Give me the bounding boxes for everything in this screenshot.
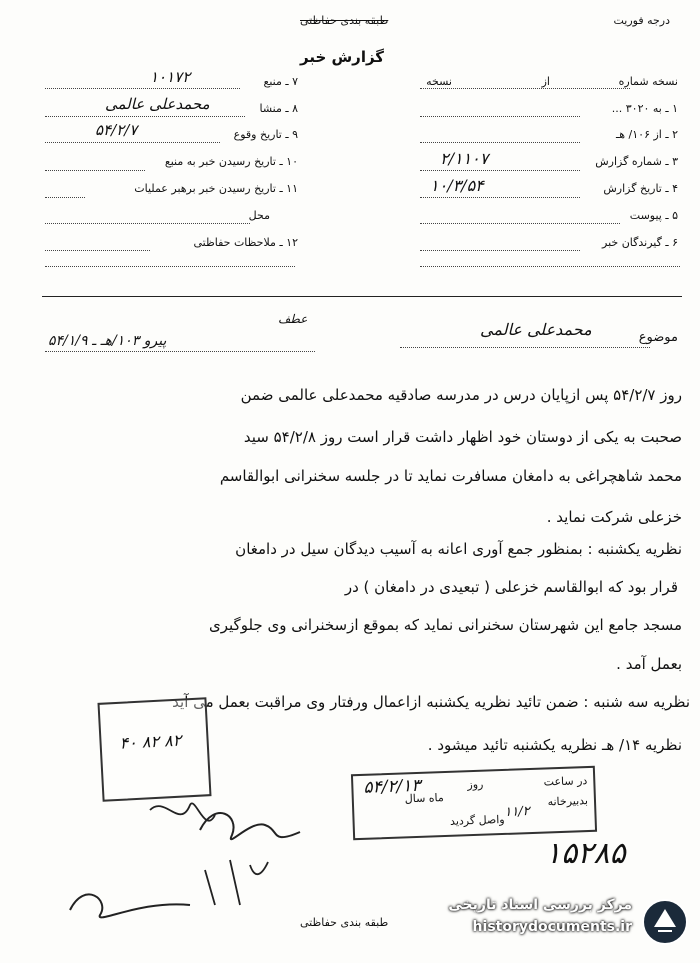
left-stamp-digits: ۴۰ ۸۲ ۸۲ xyxy=(119,730,182,753)
field-source: ۷ ـ منبع xyxy=(263,75,298,88)
classification-top: طبقه بندی حفاظتی xyxy=(300,14,389,27)
field-report-date: ۴ ـ تاریخ گزارش xyxy=(603,182,678,195)
watermark-logo-icon xyxy=(640,897,690,947)
report-title: گزارش خبر xyxy=(300,48,385,66)
body-line-6: قرار بود که ابوالقاسم خزعلی ( تبعیدی در دامغان ) در xyxy=(344,578,678,596)
body-line-10: نظریه ۱۴/ هـ نظریه یکشنبه تائید میشود . xyxy=(427,736,682,754)
subject-label: موضوع xyxy=(638,330,678,345)
copy-number-label: نسخه شماره xyxy=(618,75,678,88)
field-to: ۱ ـ به ۳۰۲۰ ... xyxy=(611,102,678,115)
body-line-8: بعمل آمد . xyxy=(616,655,682,673)
stamp-year: ماه سال xyxy=(404,791,445,806)
field-attachment: ۵ ـ پیوست xyxy=(629,209,678,222)
field-recipients: ۶ ـ گیرندگان خبر xyxy=(602,236,678,249)
watermark-url: historydocuments.ir xyxy=(472,919,632,935)
stamp-value: ۵۴/۲/۱۳ xyxy=(363,775,421,798)
field-place: محل xyxy=(248,209,270,222)
field-event-date: ۹ ـ تاریخ وقوع xyxy=(233,128,298,141)
event-date-value: ۵۴/۲/۷ xyxy=(95,121,138,139)
signature-1 xyxy=(200,813,300,839)
report-date-value: ۱۰/۳/۵۴ xyxy=(430,176,484,195)
body-line-4: خزعلی شرکت نماید . xyxy=(546,508,682,526)
stamp-secretariat: بدبیرخانه xyxy=(547,794,589,809)
body-line-1: روز ۵۴/۲/۷ پس ازپایان درس در مدرسه صادقیه محمدعلی عالمی ضمن xyxy=(240,386,682,404)
copy-from-label: از xyxy=(541,75,550,88)
field-from: ۲ ـ از ۱۰۶/ هـ xyxy=(616,128,678,141)
report-number-value: ۲/۱۱۰۷ xyxy=(440,149,489,168)
stamp-code: ۱۱/۲ xyxy=(504,804,530,820)
field-date-to-ops: ۱۱ ـ تاریخ رسیدن خبر برهبر عملیات xyxy=(134,182,298,195)
followup-value: پیرو ۱۰۳/هـ ـ ۵۴/۱/۹ xyxy=(48,333,167,349)
subject-value: محمدعلی عالمی xyxy=(480,320,592,339)
body-line-3: محمد شاهچراغی به دامغان مسافرت نماید تا در جلسه سخنرانی ابوالقاسم xyxy=(219,467,682,485)
watermark-title: مرکز بررسی اسناد تاریخی xyxy=(448,897,632,913)
body-line-5: نظریه یکشنبه : بمنظور جمع آوری اعانه به آسیب دیدگان سیل در دامغان xyxy=(235,540,682,558)
urgency-label: درجه فوریت xyxy=(613,14,670,27)
stamp-received: در ساعت xyxy=(543,774,588,789)
signature-4 xyxy=(205,860,268,905)
big-handwritten-number: ۱۵۲۸۵ xyxy=(545,836,626,871)
body-line-7: مسجد جامع این شهرستان سخنرانی نماید که بموقع ازسخنرانی وی جلوگیری xyxy=(209,616,682,634)
followup-label: عطف xyxy=(278,312,308,326)
stamp-registered: واصل گردید xyxy=(449,812,505,828)
signature-2 xyxy=(150,803,215,820)
field-report-number: ۳ ـ شماره گزارش xyxy=(595,155,678,168)
source-value: ۱۰۱۷۲ xyxy=(150,68,191,86)
origin-value: محمدعلی عالمی xyxy=(105,95,210,113)
field-origin: ۸ ـ منشا xyxy=(259,102,298,115)
watermark xyxy=(412,893,692,955)
stamp-day: روز xyxy=(467,777,484,792)
field-security-notes: ۱۲ ـ ملاحظات حفاظتی xyxy=(193,236,298,249)
copy-label: نسخه xyxy=(426,75,452,88)
classification-bottom: طبقه بندی حفاظتی xyxy=(300,916,389,929)
body-line-9: نظریه سه شنبه : ضمن تائید نظریه یکشنبه ازاعمال ورفتار وی مراقبت بعمل می آید xyxy=(172,693,690,711)
field-date-to-source: ۱۰ ـ تاریخ رسیدن خبر به منبع xyxy=(164,155,298,168)
body-line-2: صحبت به یکی از دوستان خود اظهار داشت قرار است روز ۵۴/۲/۸ سید xyxy=(243,428,682,446)
signature-3 xyxy=(70,894,190,917)
